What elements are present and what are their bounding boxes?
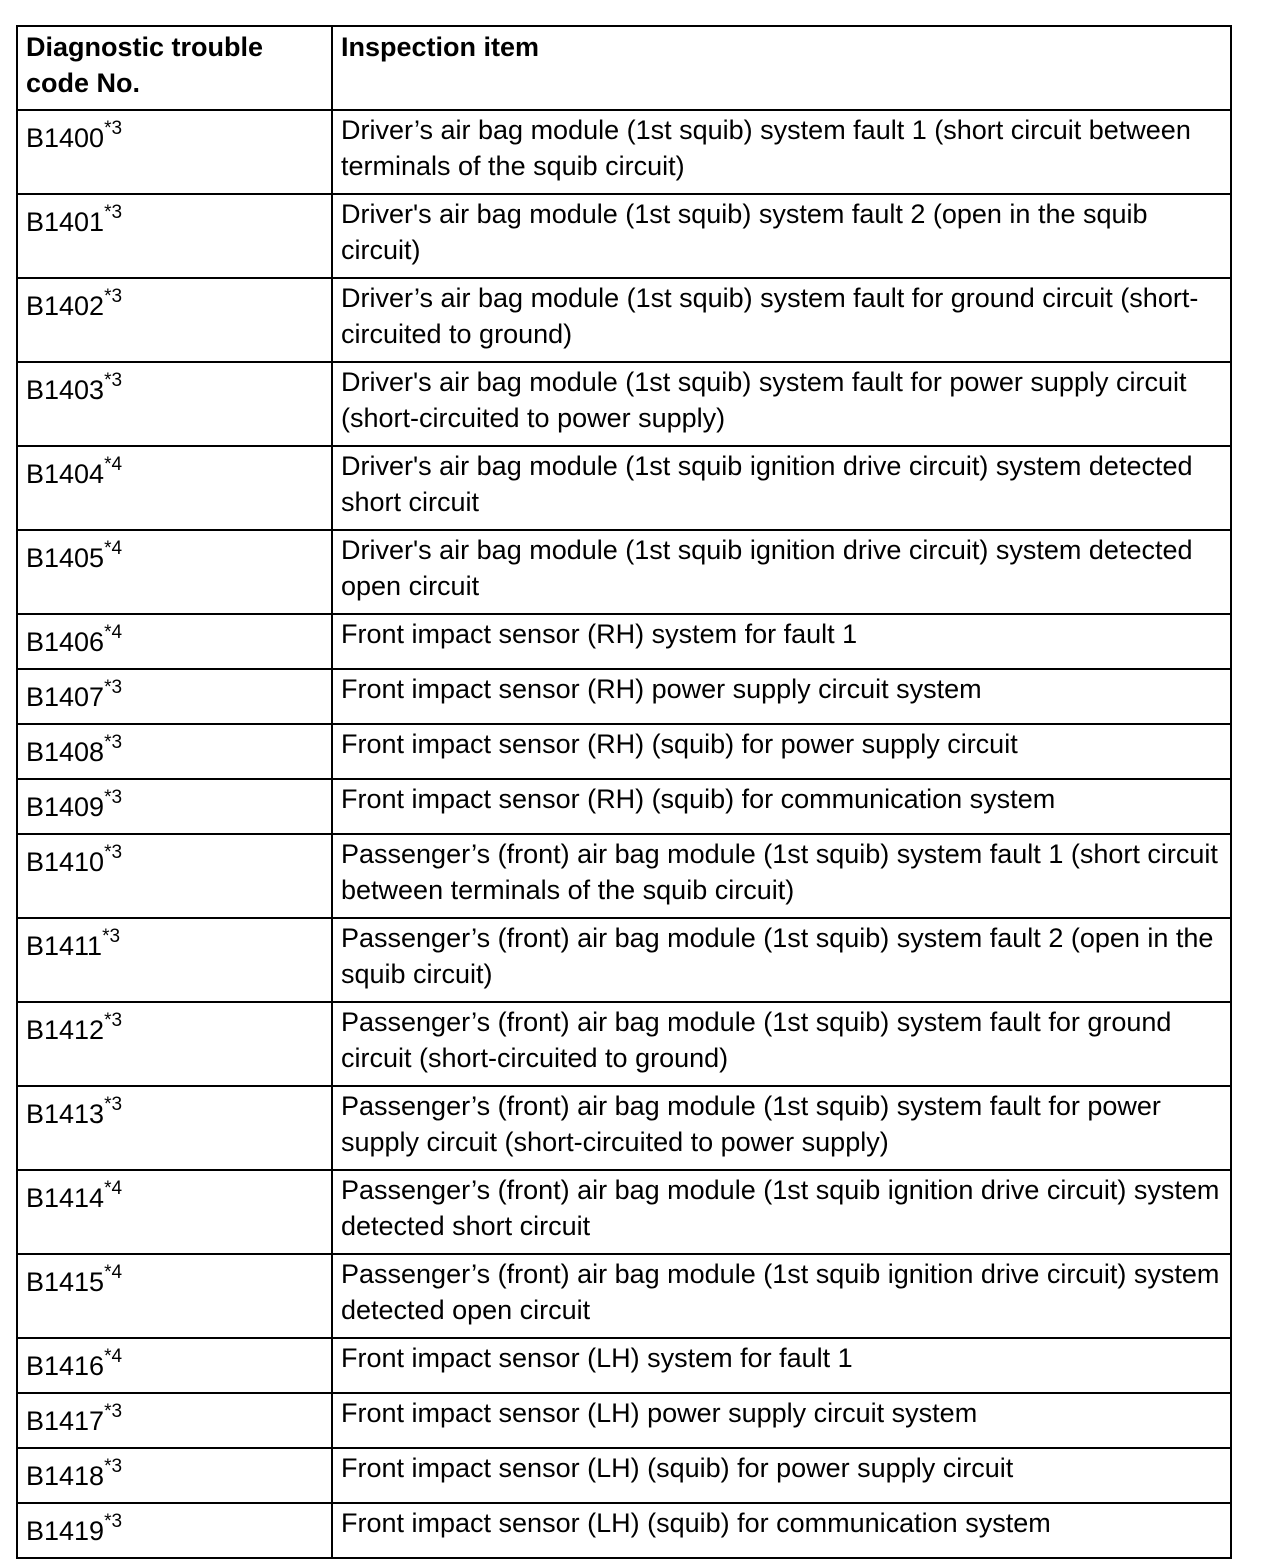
dtc-code-cell [17, 1086, 332, 1170]
dtc-footnote-ref: *3 [104, 787, 123, 808]
dtc-code-cell [17, 194, 332, 278]
dtc-code-cell [17, 278, 332, 362]
dtc-footnote-ref: *4 [104, 622, 123, 643]
dtc-footnote-ref: *3 [104, 286, 123, 307]
dtc-footnote-ref: *4 [104, 1262, 123, 1283]
inspection-item: Driver's air bag module (1st squib) system fault for power supply circuit (short-circuited to power supply) [332, 362, 1231, 446]
dtc-code: B1409 [26, 792, 105, 822]
dtc-code-cell [17, 1503, 332, 1558]
dtc-code: B1407 [26, 682, 105, 712]
table-row [17, 614, 1231, 669]
dtc-code-cell [17, 1002, 332, 1086]
inspection-item: Front impact sensor (LH) system for fault 1 [332, 1338, 1231, 1393]
dtc-code-cell [17, 834, 332, 918]
table-row [17, 1086, 1231, 1170]
dtc-code-cell [17, 1338, 332, 1393]
inspection-item: Passenger’s (front) air bag module (1st squib) system fault for power supply circuit (short-circuited to power supply) [332, 1086, 1231, 1170]
dtc-code: B1414 [26, 1183, 105, 1213]
dtc-footnote-ref: *3 [104, 842, 123, 863]
dtc-code: B1408 [26, 737, 105, 767]
table-row [17, 110, 1231, 194]
table-row [17, 1448, 1231, 1503]
table-row [17, 1254, 1231, 1338]
dtc-footnote-ref: *3 [104, 370, 123, 391]
table-row [17, 194, 1231, 278]
table-row [17, 362, 1231, 446]
dtc-code: B1405 [26, 543, 105, 573]
inspection-item: Front impact sensor (RH) (squib) for communication system [332, 779, 1231, 834]
dtc-code: B1400 [26, 123, 105, 153]
table-row [17, 530, 1231, 614]
dtc-footnote-ref: *4 [104, 1346, 123, 1367]
dtc-code-cell [17, 446, 332, 530]
dtc-code-cell [17, 1393, 332, 1448]
inspection-item: Passenger’s (front) air bag module (1st squib ignition drive circuit) system detected short circuit [332, 1170, 1231, 1254]
dtc-code: B1419 [26, 1516, 105, 1546]
dtc-code-cell [17, 1448, 332, 1503]
table-row [17, 1393, 1231, 1448]
inspection-item: Driver’s air bag module (1st squib) system fault for ground circuit (short-circuited to ground) [332, 278, 1231, 362]
dtc-code-cell [17, 669, 332, 724]
inspection-item: Passenger’s (front) air bag module (1st squib) system fault 2 (open in the squib circuit) [332, 918, 1231, 1002]
dtc-code: B1404 [26, 459, 105, 489]
table-header-row [17, 26, 1231, 110]
dtc-code: B1411 [26, 931, 103, 961]
dtc-footnote-ref: *3 [104, 202, 123, 223]
dtc-code-cell [17, 779, 332, 834]
table-row [17, 1338, 1231, 1393]
dtc-code: B1403 [26, 375, 105, 405]
dtc-table [16, 25, 1232, 1559]
table-row [17, 834, 1231, 918]
inspection-item: Front impact sensor (RH) system for fault 1 [332, 614, 1231, 669]
dtc-code-cell [17, 1254, 332, 1338]
dtc-code-cell [17, 530, 332, 614]
inspection-item: Front impact sensor (LH) power supply circuit system [332, 1393, 1231, 1448]
dtc-footnote-ref: *3 [104, 1456, 123, 1477]
table-row [17, 1002, 1231, 1086]
inspection-item: Passenger’s (front) air bag module (1st squib ignition drive circuit) system detected open circuit [332, 1254, 1231, 1338]
inspection-item: Passenger’s (front) air bag module (1st squib) system fault for ground circuit (short-circuited to ground) [332, 1002, 1231, 1086]
header-code: Diagnostic trouble code No. [17, 26, 332, 110]
table-row [17, 446, 1231, 530]
inspection-item: Driver's air bag module (1st squib) system fault 2 (open in the squib circuit) [332, 194, 1231, 278]
dtc-code: B1417 [26, 1406, 105, 1436]
dtc-code: B1416 [26, 1351, 105, 1381]
inspection-item: Front impact sensor (RH) power supply circuit system [332, 669, 1231, 724]
inspection-item: Driver’s air bag module (1st squib) system fault 1 (short circuit between terminals of the squib circuit) [332, 110, 1231, 194]
dtc-footnote-ref: *3 [102, 926, 121, 947]
dtc-footnote-ref: *4 [104, 454, 123, 475]
inspection-item: Front impact sensor (LH) (squib) for power supply circuit [332, 1448, 1231, 1503]
dtc-footnote-ref: *3 [104, 118, 123, 139]
dtc-footnote-ref: *3 [104, 1511, 123, 1532]
dtc-footnote-ref: *3 [104, 732, 123, 753]
inspection-item: Front impact sensor (RH) (squib) for power supply circuit [332, 724, 1231, 779]
dtc-footnote-ref: *3 [104, 677, 123, 698]
dtc-footnote-ref: *3 [104, 1094, 123, 1115]
dtc-code: B1412 [26, 1015, 105, 1045]
inspection-item: Driver's air bag module (1st squib ignition drive circuit) system detected short circuit [332, 446, 1231, 530]
dtc-code: B1418 [26, 1461, 105, 1491]
inspection-item: Front impact sensor (LH) (squib) for communication system [332, 1503, 1231, 1558]
dtc-footnote-ref: *3 [104, 1010, 123, 1031]
header-inspection-item: Inspection item [332, 26, 1231, 110]
dtc-code: B1401 [26, 207, 105, 237]
dtc-code: B1410 [26, 847, 105, 877]
table-row [17, 669, 1231, 724]
table-row [17, 779, 1231, 834]
dtc-code-cell [17, 1170, 332, 1254]
dtc-code-cell [17, 110, 332, 194]
dtc-code-cell [17, 362, 332, 446]
dtc-code-cell [17, 918, 332, 1002]
table-row [17, 724, 1231, 779]
dtc-footnote-ref: *4 [104, 538, 123, 559]
table-body [17, 110, 1231, 1558]
dtc-footnote-ref: *4 [104, 1178, 123, 1199]
table-row [17, 1503, 1231, 1558]
dtc-code: B1413 [26, 1099, 105, 1129]
dtc-code: B1402 [26, 291, 105, 321]
inspection-item: Passenger’s (front) air bag module (1st squib) system fault 1 (short circuit between terminals of the squib circuit) [332, 834, 1231, 918]
dtc-code-cell [17, 614, 332, 669]
inspection-item: Driver's air bag module (1st squib ignition drive circuit) system detected open circuit [332, 530, 1231, 614]
dtc-code-cell [17, 724, 332, 779]
dtc-code: B1406 [26, 627, 105, 657]
table-row [17, 918, 1231, 1002]
table-row [17, 278, 1231, 362]
dtc-footnote-ref: *3 [104, 1401, 123, 1422]
dtc-code: B1415 [26, 1267, 105, 1297]
table-row [17, 1170, 1231, 1254]
